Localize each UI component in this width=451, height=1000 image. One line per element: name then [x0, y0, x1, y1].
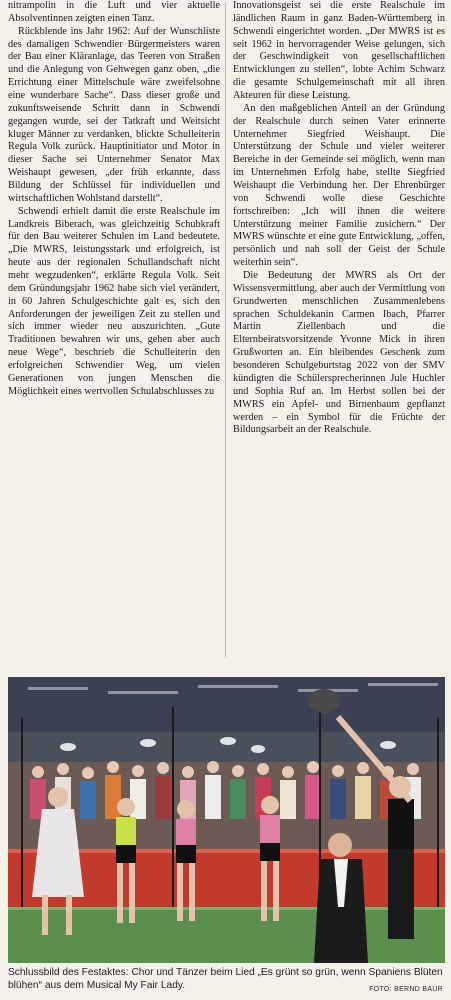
photo-credit: FOTO: BERND BAUR: [369, 986, 443, 993]
column-divider: [225, 2, 226, 657]
article-paragraph: nitrampolin in die Luft und vier aktuelle Absolventinnen zeigten einen Tanz.: [8, 0, 220, 24]
article-paragraph: Schwendi erhielt damit die erste Realschule im Landkreis Biberach, was gleichzeitig Schubkraft für den Bau weiterer Schulen im Land bedeutete. „Die MWRS, leistungsstark und erfolgreich, ist heute aus der regionalen Schullandschaft nicht mehr wegzudenken“, erklärte Regula Volk. Seit dem Gründungsjahr 1962 habe sich viel verändert, in 60 Jahren Schulgeschichte galt es, sich den Anforderungen der jeweiligen Zeit zu stellen und sich immer wieder neu auszurichten. „Gute Traditionen bewahren wir uns, gehen aber auch neue Wege“, beschrieb die Schulleiterin den erfolgreichen Schwendier Weg, um vielen Generationen von jungen Menschen die Möglichkeit eines wertvollen Schulabschlusses zu: [8, 205, 220, 397]
article-paragraph: An den maßgeblichen Anteil an der Gründung der Realschule durch seinen Vater erinnerte Unternehmer Siegfried Weishaupt. Die Unterstützung der Schule und vieler weiterer Bereiche in der Gemeinde sei möglich, wenn man im Unternehmen Erfolg habe, stellte Siegfried Weishaupt die Verbindung her. Der Ehrenbürger von Schwendi wolle diese Geschichte fortschreiben: „Ich will ihnen die weitere Unterstützung meiner Familie zusichern.“ Der MWRS wünschte er eine gute Entwicklung, „offen, persönlich und nah soll der Geist der Schule weiterhin sein“.: [233, 102, 445, 269]
article-left-column: [8, 0, 220, 399]
article-photo: [8, 677, 445, 963]
photo-caption: Schlussbild des Festaktes: Chor und Tänzer beim Lied „Es grünt so grün, wenn Spaniens Blüten blühen“ aus dem Musical My Fair Lady.: [8, 967, 443, 991]
article-right-column: [233, 0, 445, 437]
article-paragraph: Rückblende ins Jahr 1962: Auf der Wunschliste des damaligen Schwendier Bürgermeisters waren der Bau einer Kläranlage, das Teeren von Straßen und die Anlegung von Gehwegen ganz oben, „die Errichtung einer Mittelschule wäre zweifelsohne eine wunderbare Sache“. Dass dieser große und zukunftsweisende Schritt dann in Schwendi gegangen wurde, sei der Tatkraft und Weitsicht kluger Männer zu verdanken, blickte Schulleiterin Regula Volk zurück. Hauptinitiator und Motor in dieser Sache sei Unternehmer Senator Max Weishaupt gewesen, „der früh erkannte, dass Bildung der Schlüssel für individuellen und wirtschaftlichen Wohlstand darstellt“.: [8, 25, 220, 204]
article-paragraph: Die Bedeutung der MWRS als Ort der Wissensvermittlung, aber auch der Vermittlung von Grundwerten menschlichen Zusammenlebens sprachen Schuldekanin Carmen Ibach, Pfarrer Martin Ziellenbach und die Elternbeiratsvorsitzende Yvonne Mick in ihren Grußworten an. Ein bleibendes Geschenk zum besonderen Schulgeburtstag 2022 von der SMV kündigten die Schülersprecherinnen Jule Huchler und Sophia Ruf an. Im Herbst sollen bei der MWRS ein Apfel- und Birnenbaum gepflanzt werden – ein Symbol für die Früchte der Bildungsarbeit an der Realschule.: [233, 270, 445, 436]
article-paragraph: Innovationsgeist sei die erste Realschule im ländlichen Raum in ganz Baden-Württemberg in Schwendi eingerichtet worden. „Der MWRS ist es seit 1962 in hervorragender Weise gelungen, sich der Geschwindigkeit von gesellschaftlichen Entwicklungen zu stellen“, lobte Achim Schwarz die gesamte Schulgemeinschaft mit all ihren Akteuren für diese Leistung.: [233, 0, 445, 102]
